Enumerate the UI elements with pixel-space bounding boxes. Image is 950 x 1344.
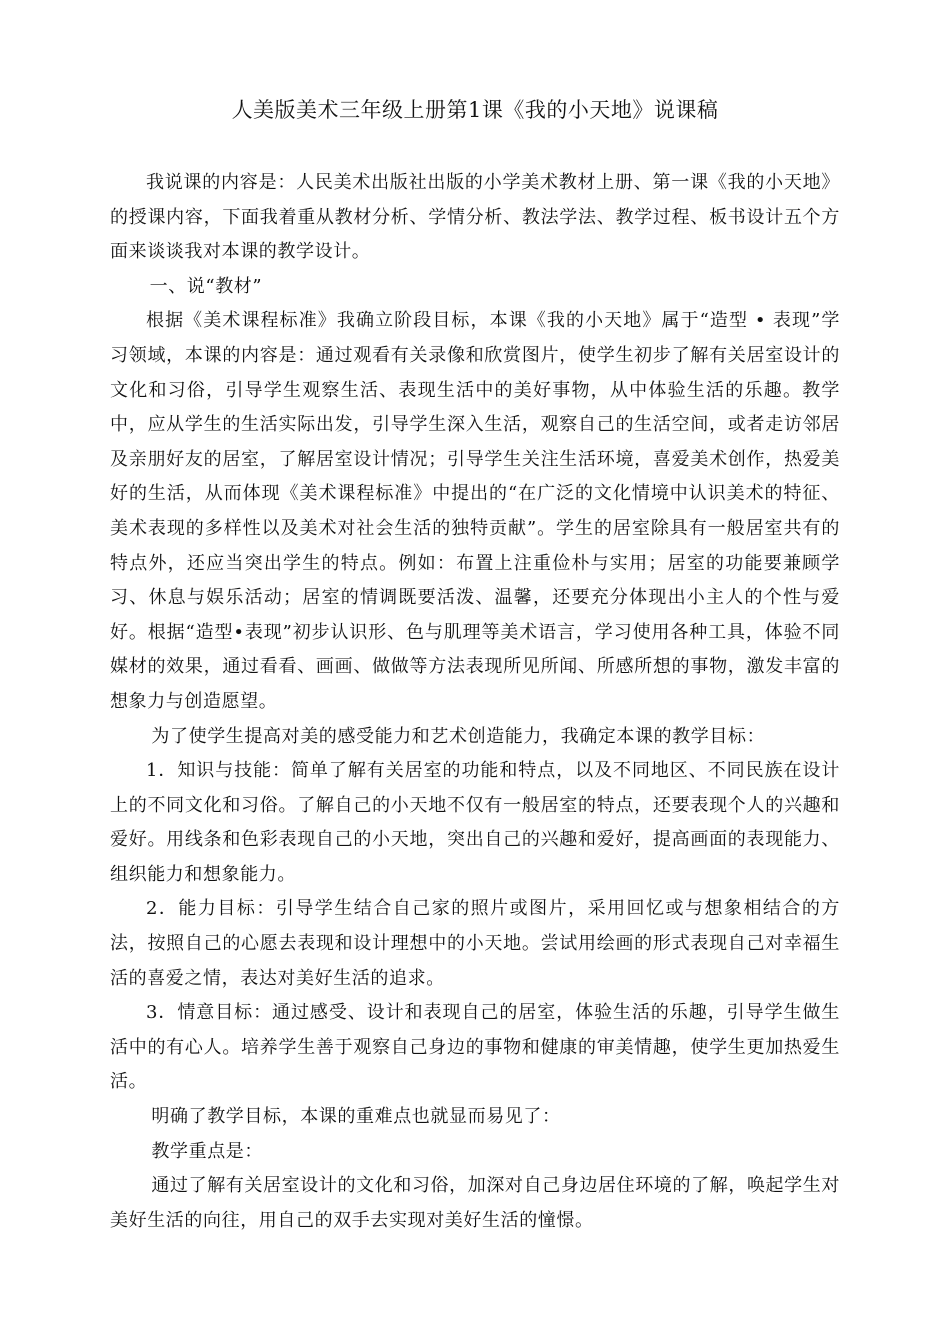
document-title: 人美版美术三年级上册第1课《我的小天地》说课稿 — [231, 98, 719, 122]
objective-knowledge-paragraph: 1．知识与技能：简单了解有关居室的功能和特点，以及不同地区、不同民族在设计上的不同文化和习俗。了解自己的小天地不仅有一般居室的特点，还要表现个人的兴趣和爱好。用线条和色彩表现自己的小天地，突出自己的兴趣和爱好，提高画面的表现能力、组织能力和想象能力。 — [110, 760, 840, 885]
key-points-intro-paragraph: 明确了教学目标，本课的重难点也就显而易见了： — [151, 1106, 561, 1128]
objective-ability-paragraph: 2．能力目标：引导学生结合自己家的照片或图片，采用回忆或与想象相结合的方法，按照自己的心愿去表现和设计理想中的小天地。尝试用绘画的形式表现自己对幸福生活的喜爱之情，表达对美好生活的追求。 — [110, 898, 840, 989]
document-body — [110, 166, 840, 1238]
textbook-analysis-paragraph: 根据《美术课程标准》我确立阶段目标，本课《我的小天地》属于“造型 • 表现”学习领域，本课的内容是：通过观看有关录像和欣赏图片，使学生初步了解有关居室设计的文化和习俗，引导学生观察生活、表现生活中的美好事物，从中体验生活的乐趣。教学中，应从学生的生活实际出发，引导学生深入生活，观察自己的生活空间，或者走访邻居及亲朋好友的居室，了解居室设计情况；引导学生关注生活环境，喜爱美术创作，热爱美好的生活，从而体现《美术课程标准》中提出的“在广泛的文化情境中认识美术的特征、美术表现的多样性以及美术对社会生活的独特贡献”。学生的居室除具有一般居室共有的特点外，还应当突出学生的特点。例如：布置上注重俭朴与实用；居室的功能要兼顾学习、休息与娱乐活动；居室的情调既要活泼、温馨，还要充分体现出小主人的个性与爱好。根据“造型•表现”初步认识形、色与肌理等美术语言，学习使用各种工具，体验不同媒材的效果，通过看看、画画、做做等方法表现所见所闻、所感所想的事物，激发丰富的想象力与创造愿望。 — [110, 310, 840, 712]
key-point-heading: 教学重点是： — [151, 1140, 263, 1162]
intro-paragraph: 我说课的内容是：人民美术出版社出版的小学美术教材上册、第一课《我的小天地》的授课内容，下面我着重从教材分析、学情分析、教法学法、教学过程、板书设计五个方面来谈谈我对本课的教学设计。 — [110, 172, 840, 263]
section-heading-textbook: 一、说“教材” — [149, 275, 263, 297]
objectives-intro-paragraph: 为了使学生提高对美的感受能力和艺术创造能力，我确定本课的教学目标： — [151, 725, 766, 747]
objective-emotion-paragraph: 3．情意目标：通过感受、设计和表现自己的居室，体验生活的乐趣，引导学生做生活中的有心人。培养学生善于观察自己身边的事物和健康的审美情趣，使学生更加热爱生活。 — [110, 1002, 840, 1093]
key-point-paragraph: 通过了解有关居室设计的文化和习俗，加深对自己身边居住环境的了解，唤起学生对美好生活的向往，用自己的双手去实现对美好生活的憧憬。 — [110, 1175, 840, 1231]
